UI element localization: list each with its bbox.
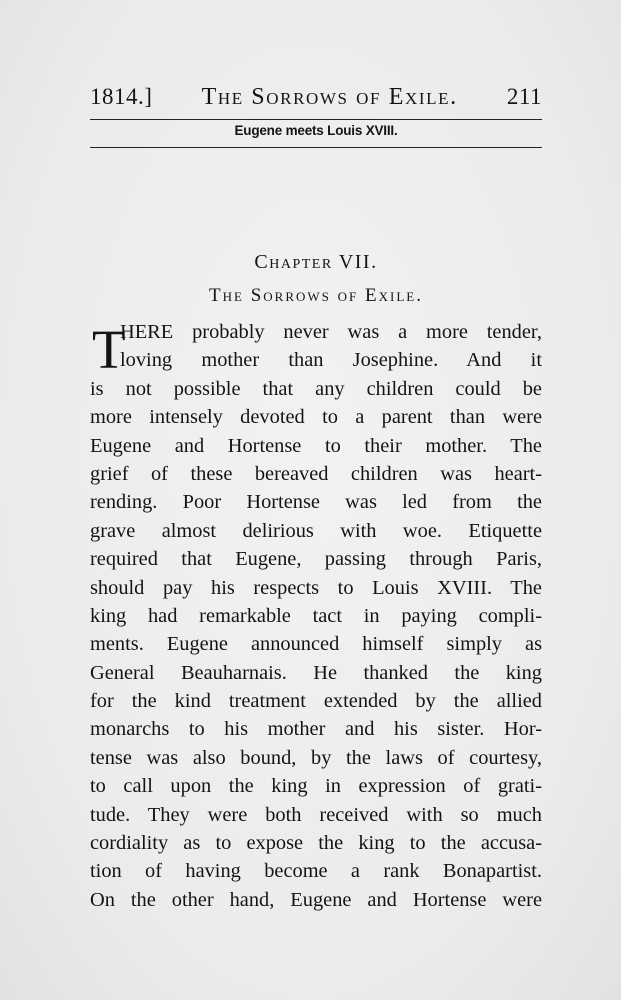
- text-line: rending. Poor Hortense was led from the: [90, 491, 542, 514]
- text-line: Eugene and Hortense to their mother. The: [90, 434, 542, 457]
- running-head: [90, 84, 542, 111]
- drop-cap: T: [92, 319, 126, 380]
- chapter-title: The Sorrows of Exile.: [209, 285, 423, 306]
- text-line: king had remarkable tact in paying compli-: [90, 604, 542, 627]
- running-head-year: 1814.]: [90, 84, 153, 109]
- text-line: grief of these bereaved children was heart-: [90, 462, 542, 485]
- section-note: Eugene meets Louis XVIII.: [234, 123, 398, 138]
- text-line: HERE probably never was a more tender,: [120, 321, 542, 343]
- text-line: is not possible that any children could be: [90, 377, 542, 400]
- text-line: loving mother than Josephine. And it: [120, 349, 542, 372]
- text-line: grave almost delirious with woe. Etiquette: [90, 519, 542, 542]
- page-number: 211: [506, 84, 542, 109]
- text-line: tense was also bound, by the laws of courtesy,: [90, 746, 542, 769]
- text-line: for the kind treatment extended by the allied: [90, 690, 542, 713]
- text-line: required that Eugene, passing through Paris,: [90, 548, 542, 571]
- text-line: more intensely devoted to a parent than were: [90, 406, 542, 429]
- text-line: to call upon the king in expression of grati-: [90, 775, 542, 798]
- text-line: General Beauharnais. He thanked the king: [90, 661, 542, 684]
- text-line: monarchs to his mother and his sister. Hor-: [90, 718, 542, 741]
- text-line: On the other hand, Eugene and Hortense were: [90, 888, 542, 911]
- text-line: ments. Eugene announced himself simply as: [90, 633, 542, 656]
- body-text: [90, 318, 542, 914]
- header-rule-bottom: [90, 147, 542, 148]
- chapter-number: Chapter VII.: [254, 251, 378, 273]
- running-head-title: The Sorrows of Exile.: [201, 84, 458, 110]
- text-line: tion of having become a rank Bonapartist.: [90, 860, 542, 883]
- text-line: cordiality as to expose the king to the accusa-: [90, 832, 542, 855]
- header-rule-top: [90, 119, 542, 120]
- text-line: tude. They were both received with so much: [90, 803, 542, 826]
- text-line: should pay his respects to Louis XVIII. The: [90, 576, 542, 599]
